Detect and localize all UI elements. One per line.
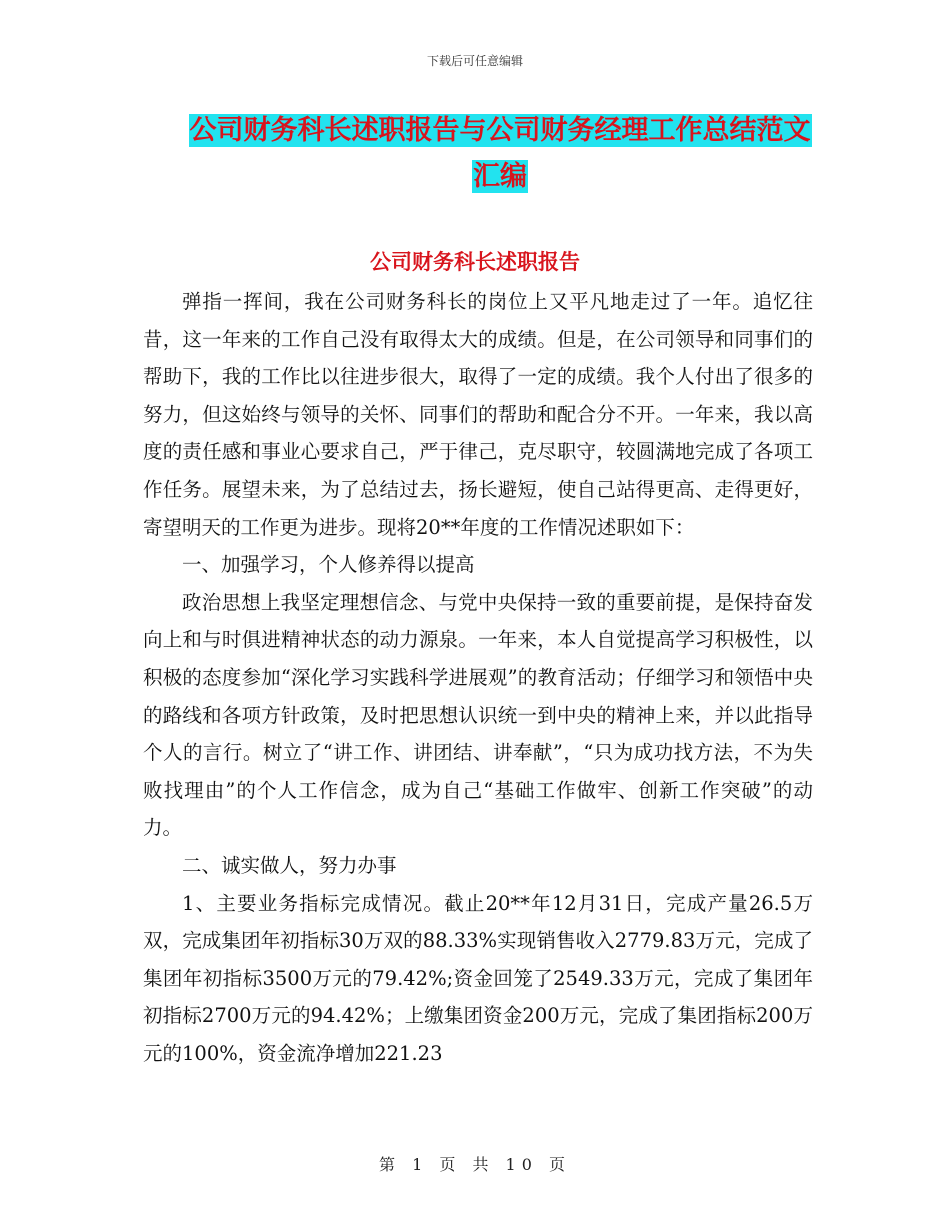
header-note: 下载后可任意编辑 <box>426 54 523 68</box>
document-title-line-1: 公司财务科长述职报告与公司财务经理工作总结范文 <box>189 115 811 146</box>
page-number: 第 1 页 共 10 页 <box>379 1155 571 1174</box>
document-title <box>150 108 850 200</box>
paragraph-indicators: 1、主要业务指标完成情况。截止20**年12月31日，完成产量26.5万双，完成集团年初指标30万双的88.33%实现销售收入2779.83万元，完成了集团年初指标3500万元的79.42%;资金回笼了2549.33万元，完成了集团年初指标2700万元的94.42%；上缴集团资金200万元，完成了集团指标200万元的100%，资金流净增加221.23 <box>143 891 813 1065</box>
paragraph-study: 政治思想上我坚定理想信念、与党中央保持一致的重要前提，是保持奋发向上和与时俱进精神状态的动力源泉。一年来，本人自觉提高学习积极性，以积极的态度参加“深化学习实践科学进展观”的教育活动；仔细学习和领悟中央的路线和各项方针政策，及时把思想认识统一到中央的精神上来，并以此指导个人的言行。树立了“讲工作、讲团结、讲奉献”，“只为成功找方法，不为失败找理由”的个人工作信念，成为自己“基础工作做牢、创新工作突破”的动力。 <box>143 590 813 840</box>
document-title-line-2: 汇编 <box>473 161 527 192</box>
heading-study: 一、加强学习，个人修养得以提高 <box>182 553 475 577</box>
body-text <box>143 283 813 1072</box>
heading-honest-work: 二、诚实做人，努力办事 <box>182 853 397 877</box>
section-title: 公司财务科长述职报告 <box>370 249 580 274</box>
paragraph-intro: 弹指一挥间，我在公司财务科长的岗位上又平凡地走过了一年。追忆往昔，这一年来的工作自己没有取得太大的成绩。但是，在公司领导和同事们的帮助下，我的工作比以往进步很大，取得了一定的成绩。我个人付出了很多的努力，但这始终与领导的关怀、同事们的帮助和配合分不开。一年来，我以高度的责任感和事业心要求自己，严于律己，克尽职守，较圆满地完成了各项工作任务。展望未来，为了总结过去，扬长避短，使自己站得更高、走得更好，寄望明天的工作更为进步。现将20**年度的工作情况述职如下： <box>143 290 813 539</box>
